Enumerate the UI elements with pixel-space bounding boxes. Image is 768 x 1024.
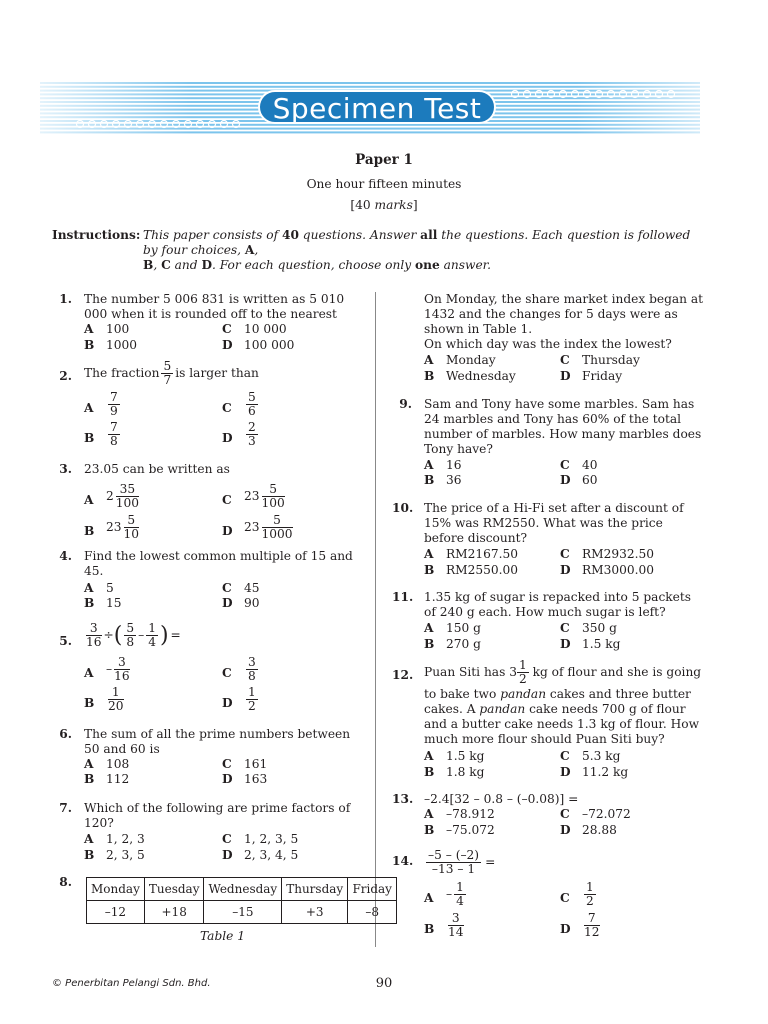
question-text: On Monday, the share market index began at 1432 and the changes for 5 days were as shown in Table 1. On which day was the index the lowest? — [424, 292, 704, 351]
question-number: 13. — [392, 792, 414, 806]
instructions-body: This paper consists of 40 questions. Answer all the questions. Each question is followed by four choices, A, B, C and D. For each question, choose only one answer. — [143, 228, 691, 272]
table-cell: Wednesday — [204, 878, 282, 901]
question-text-line1: Puan Siti has 3 $\frac{1}{2}$ kg of flour and she is going — [424, 658, 702, 686]
question-number: 14. — [392, 854, 414, 868]
question-number: 3. — [59, 462, 72, 476]
question-number: 10. — [392, 501, 414, 515]
question-text: Sam and Tony have some marbles. Sam has 24 marbles and Tony has 60% of the total number of marbles. How many marbles does Tony have? — [424, 397, 702, 456]
question-number: 5. — [59, 634, 72, 648]
paper-duration: One hour fifteen minutes — [306, 177, 462, 191]
table-cell: Tuesday — [144, 878, 204, 901]
question-number: 9. — [399, 397, 412, 411]
table-cell: –12 — [87, 901, 145, 924]
question-number: 11. — [392, 590, 414, 604]
marks-pre: [40 — [350, 198, 375, 212]
question-expression: $\frac{-5 - (-2)}{-13 - 1}$ = — [428, 848, 496, 876]
question-text: to bake two pandan cakes and three butter cakes. A pandan cake needs 700 g of flour and a butter cake needs 1.3 kg of flour. How much more flour should Puan Siti buy? — [424, 687, 700, 746]
table-cell: Thursday — [282, 878, 348, 901]
question-number: 7. — [59, 801, 72, 815]
question-text: The price of a Hi-Fi set after a discount of 15% was RM2550. What was the price before discount? — [424, 501, 684, 545]
question-number: 8. — [59, 875, 72, 889]
question-text: 23.05 can be written as — [84, 462, 230, 476]
table-cell: +18 — [144, 901, 204, 924]
paper-marks — [0, 198, 768, 213]
table-row-changes — [87, 901, 397, 924]
question-number: 6. — [59, 727, 72, 741]
question-expression: $\frac{3}{16}$ ÷( $\frac{5}{8}$ – $\frac{1}{4}$ ) = — [86, 621, 181, 649]
question-text: Find the lowest common multiple of 15 and 45. — [84, 549, 353, 578]
paper-title: Paper 1 — [355, 152, 413, 168]
question-text: The number 5 006 831 is written as 5 010 000 when it is rounded off to the nearest — [84, 292, 345, 321]
question-number: 12. — [392, 668, 414, 682]
marks-post: ] — [412, 198, 418, 212]
table-row-days — [87, 878, 397, 901]
table-cell: –15 — [204, 901, 282, 924]
table-cell: Friday — [348, 878, 397, 901]
table-cell: Monday — [87, 878, 145, 901]
instructions — [52, 228, 702, 273]
question-number: 2. — [59, 369, 72, 383]
question-text: Which of the following are prime factors of 120? — [84, 801, 351, 830]
table-cell: –8 — [348, 901, 397, 924]
table-caption: Table 1 — [200, 929, 245, 943]
question-number: 1. — [59, 292, 72, 306]
question-text: –2.4[32 – 0.8 – (–0.08)] = — [424, 792, 579, 806]
question-number: 4. — [59, 549, 72, 563]
column-divider — [375, 292, 376, 947]
copyright: © Penerbitan Pelangi Sdn. Bhd. — [52, 978, 211, 989]
instructions-label: Instructions: — [52, 228, 141, 242]
banner — [0, 78, 768, 138]
question-text: The sum of all the prime numbers between 50 and 60 is — [84, 727, 351, 756]
banner-title: Specimen Test — [258, 90, 496, 124]
question-text: 1.35 kg of sugar is repacked into 5 packets of 240 g each. How much sugar is left? — [424, 590, 692, 619]
page-number: 90 — [375, 976, 393, 991]
table-cell: +3 — [282, 901, 348, 924]
question-text: The fraction $\frac{5}{7}$ is larger than — [84, 359, 259, 387]
marks-word: marks — [374, 198, 413, 212]
table-1 — [86, 877, 397, 924]
